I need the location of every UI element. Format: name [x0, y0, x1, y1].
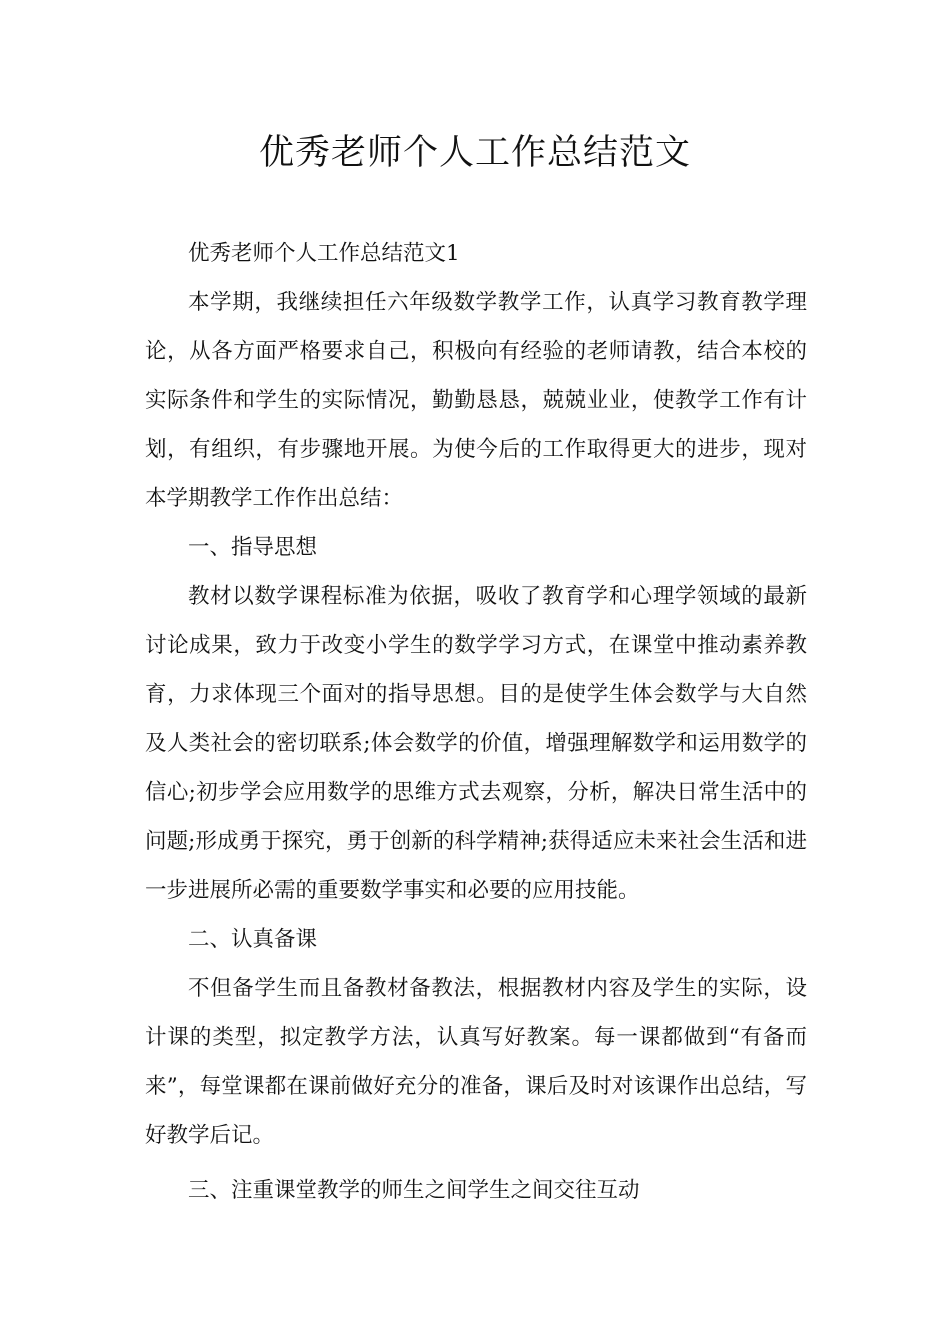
document-title: 优秀老师个人工作总结范文: [258, 133, 691, 173]
lesson-prep-paragraph: 不但备学生而且备教材备教法，根据教材内容及学生的实际，设计课的类型，拟定教学方法，认真写好教案。每一课都做到“有备而来”，每堂课都在课前做好充分的准备，课后及时对该课作出总结，写好教学后记。: [145, 976, 807, 1148]
section-subtitle: 优秀老师个人工作总结范文1: [188, 241, 460, 266]
section-heading-guiding-thought: 一、指导思想: [188, 535, 318, 560]
section-heading-classroom-interaction: 三、注重课堂教学的师生之间学生之间交往互动: [188, 1178, 640, 1203]
guiding-thought-paragraph: 教材以数学课程标准为依据，吸收了教育学和心理学领域的最新讨论成果，致力于改变小学生的数学学习方式，在课堂中推动素养教育，力求体现三个面对的指导思想。目的是使学生体会数学与大自然及人类社会的密切联系;体会数学的价值，增强理解数学和运用数学的信心;初步学会应用数学的思维方式去观察，分析，解决日常生活中的问题;形成勇于探究，勇于创新的科学精神;获得适应未来社会生活和进一步进展所必需的重要数学事实和必要的应用技能。: [145, 584, 807, 903]
intro-paragraph: 本学期，我继续担任六年级数学教学工作，认真学习教育教学理论，从各方面严格要求自己，积极向有经验的老师请教，结合本校的实际条件和学生的实际情况，勤勤恳恳，兢兢业业，使教学工作有计划，有组织，有步骤地开展。为使今后的工作取得更大的进步，现对本学期教学工作作出总结：: [145, 290, 807, 511]
section-heading-lesson-prep: 二、认真备课: [188, 927, 318, 952]
document-body: [145, 229, 807, 1215]
